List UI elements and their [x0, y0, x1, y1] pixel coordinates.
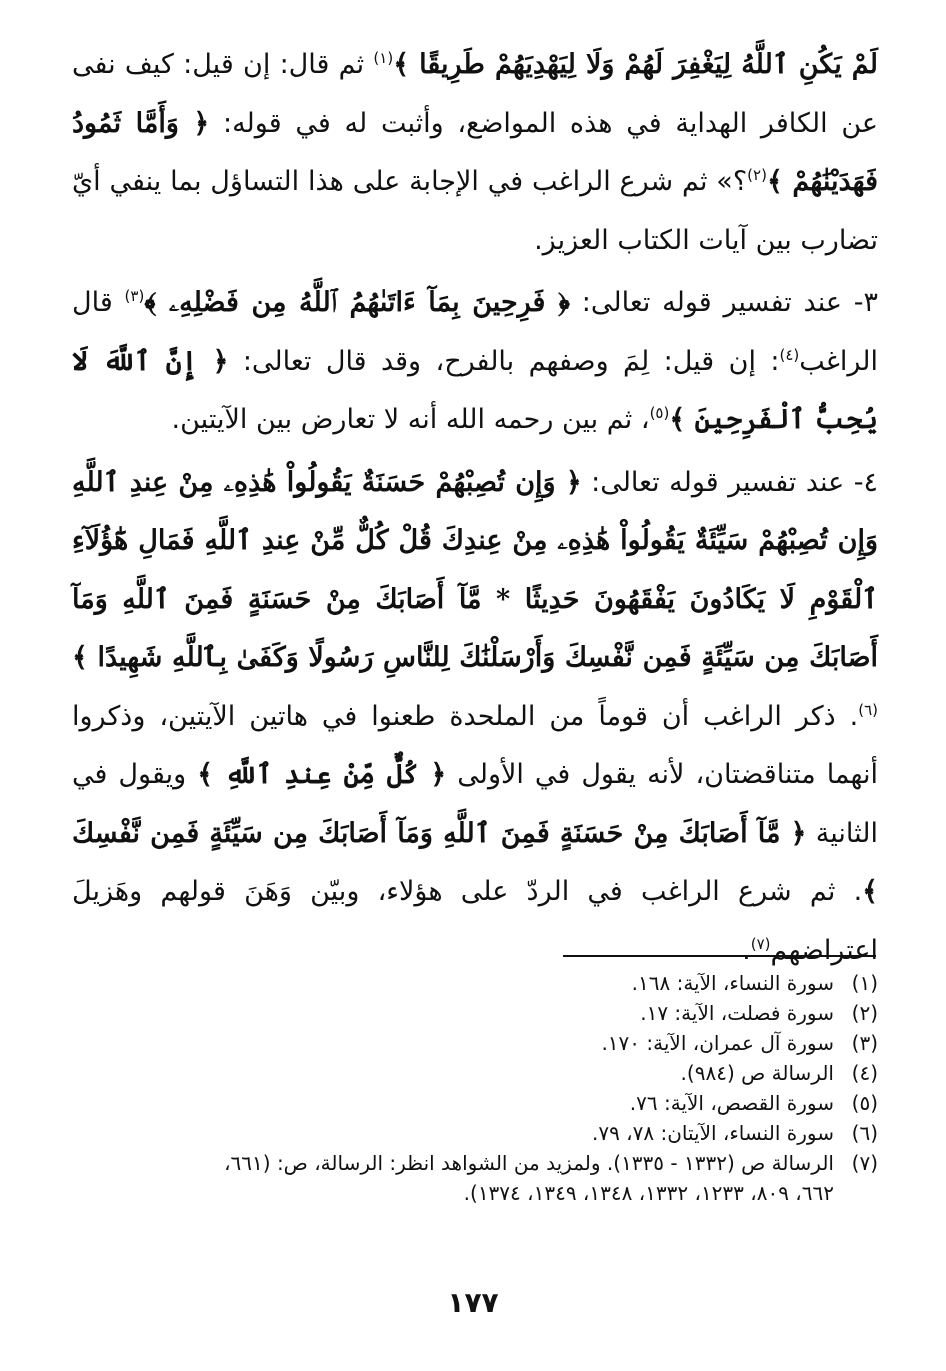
- body-paragraph: [72, 454, 878, 981]
- prose-text: . ذكر الراغب أن قوماً من الملحدة طعنوا في هاتين الآيتين، وذكروا أنهما متناقضتان، لأنه يقول في الأولى: [72, 700, 878, 790]
- footnote-list: [72, 968, 878, 1208]
- footnote-text: الرسالة ص (٩٨٤).: [680, 1061, 834, 1085]
- quran-verse: ﴿ مَّآ أَصَابَكَ مِنْ حَسَنَةٍ فَمِنَ ٱللَّهِ وَمَآ أَصَابَكَ مِن سَيِّئَةٍ فَمِن نَّفْسِكَ ﴾: [72, 817, 878, 907]
- footnote-item: [72, 998, 878, 1028]
- footnote-ref: (٧): [750, 934, 771, 953]
- footnote-number: (٢): [851, 1001, 878, 1025]
- footnote-ref: (٣): [124, 287, 145, 305]
- footnote-ref: (٢): [747, 166, 767, 184]
- body-paragraph: [72, 274, 878, 450]
- quran-verse: ﴿ فَرِحِينَ بِمَآ ءَاتَىٰهُمُ ٱللَّهُ مِن فَضْلِهِۦ ﴾: [144, 287, 570, 318]
- footnote-item: [72, 1118, 878, 1148]
- footnote-item: [72, 1148, 878, 1178]
- footnote-number: (٤): [851, 1061, 878, 1085]
- footnote-text: سورة القصص، الآية: ٧٦.: [629, 1091, 834, 1115]
- footnote-number: (٣): [851, 1031, 878, 1055]
- footnote-text: سورة النساء، الآيتان: ٧٨، ٧٩.: [591, 1121, 834, 1145]
- footnotes: [72, 968, 878, 1208]
- footnote-ref: (٤): [779, 345, 800, 364]
- footnote-number: (٦): [851, 1121, 878, 1145]
- body-paragraph: [72, 36, 878, 270]
- quran-verse: ﴿ وَأَمَّا ثَمُودُ فَهَدَيْنَٰهُمْ ﴾: [72, 107, 879, 197]
- footnote-number: (٥): [851, 1091, 878, 1115]
- footnote-text: سورة آل عمران، الآية: ١٧٠.: [601, 1031, 834, 1055]
- footnote-continuation: ٦٦٢، ٨٠٩، ١٢٣٣، ١٣٣٢، ١٣٤٨، ١٣٤٩، ١٣٧٤).: [463, 1181, 834, 1205]
- prose-text: ويقول في الثانية: [72, 759, 879, 849]
- quran-verse: ﴿ إِنَّ ٱللَّهَ لَا يُحِبُّ ٱلْفَرِحِينَ ﴾: [72, 345, 878, 435]
- quran-verse: ﴿ كُلٌّ مِّنْ عِندِ ٱللَّهِ ﴾: [197, 759, 447, 790]
- prose-text: .: [742, 934, 751, 966]
- footnote-item: [72, 1058, 878, 1088]
- footnote-item: [72, 968, 878, 998]
- footnote-ref: (٦): [858, 700, 878, 719]
- footnote-ref: (١): [373, 49, 394, 67]
- quran-verse: لَمْ يَكُنِ ٱللَّهُ لِيَغْفِرَ لَهُمْ وَلَا لِيَهْدِيَهُمْ طَرِيقًا ﴾: [393, 49, 878, 80]
- quran-verse: ﴿ وَإِن تُصِبْهُمْ حَسَنَةٌ يَقُولُواْ هَٰذِهِۦ مِنْ عِندِ ٱللَّهِ وَإِن تُصِبْهُمْ سَيِّئَةٌ يَقُولُواْ هَٰذِهِۦ مِنْ عِندِكَ قُلْ كُلٌّ مِّنْ عِندِ ٱللَّهِ فَمَالِ هَٰٓؤُلَآءِ ٱلْقَوْمِ لَا يَكَادُونَ يَفْقَهُونَ حَدِيثًا * مَّآ أَصَابَكَ مِنْ حَسَنَةٍ فَمِنَ ٱللَّهِ وَمَآ أَصَابَكَ مِن سَيِّئَةٍ فَمِن نَّفْسِكَ وَأَرْسَلْنَٰكَ لِلنَّاسِ رَسُولًا وَكَفَىٰ بِٱللَّهِ شَهِيدًا ﴾: [72, 466, 878, 673]
- prose-text: ثم قال: إن قيل: كيف نفى عن الكافر الهداية في هذه المواضع، وأثبت له في قوله:: [72, 49, 878, 139]
- page-number: ١٧٧: [447, 1286, 499, 1319]
- prose-text: ٤- عند تفسير قوله تعالى:: [581, 466, 878, 498]
- footnote-number: (٧): [851, 1151, 878, 1175]
- footnote-item: [72, 1028, 878, 1058]
- footnote-text: سورة النساء، الآية: ١٦٨.: [631, 971, 834, 995]
- footnote-number: (١): [851, 971, 878, 995]
- prose-text: ؟» ثم شرع الراغب في الإجابة على هذا التساؤل بما ينفي أيّ تضارب بين آيات الكتاب العزيز.: [72, 166, 878, 256]
- prose-text: : إن قيل: لِمَ وصفهم بالفرح، وقد قال تعالى:: [228, 345, 780, 377]
- footnote-text: سورة فصلت، الآية: ١٧.: [640, 1001, 834, 1025]
- prose-text: ٣- عند تفسير قوله تعالى:: [570, 287, 878, 318]
- body-text: [72, 36, 878, 980]
- footnote-divider: [563, 955, 876, 957]
- prose-text: ، ثم بين رحمه الله أنه لا تعارض بين الآيتين.: [171, 404, 650, 435]
- footnote-text: الرسالة ص (١٣٣٢ - ١٣٣٥). ولمزيد من الشواهد انظر: الرسالة، ص: (٦٦١،: [224, 1151, 834, 1175]
- footnote-item: [72, 1088, 878, 1118]
- prose-text: قال الراغب: [72, 287, 878, 377]
- prose-text: . ثم شرع الراغب في الردّ على هؤلاء، وبيّن وَهَنَ قولهم وهَزيلَ اعتراضهم: [72, 876, 878, 966]
- footnote-ref: (٥): [649, 404, 670, 422]
